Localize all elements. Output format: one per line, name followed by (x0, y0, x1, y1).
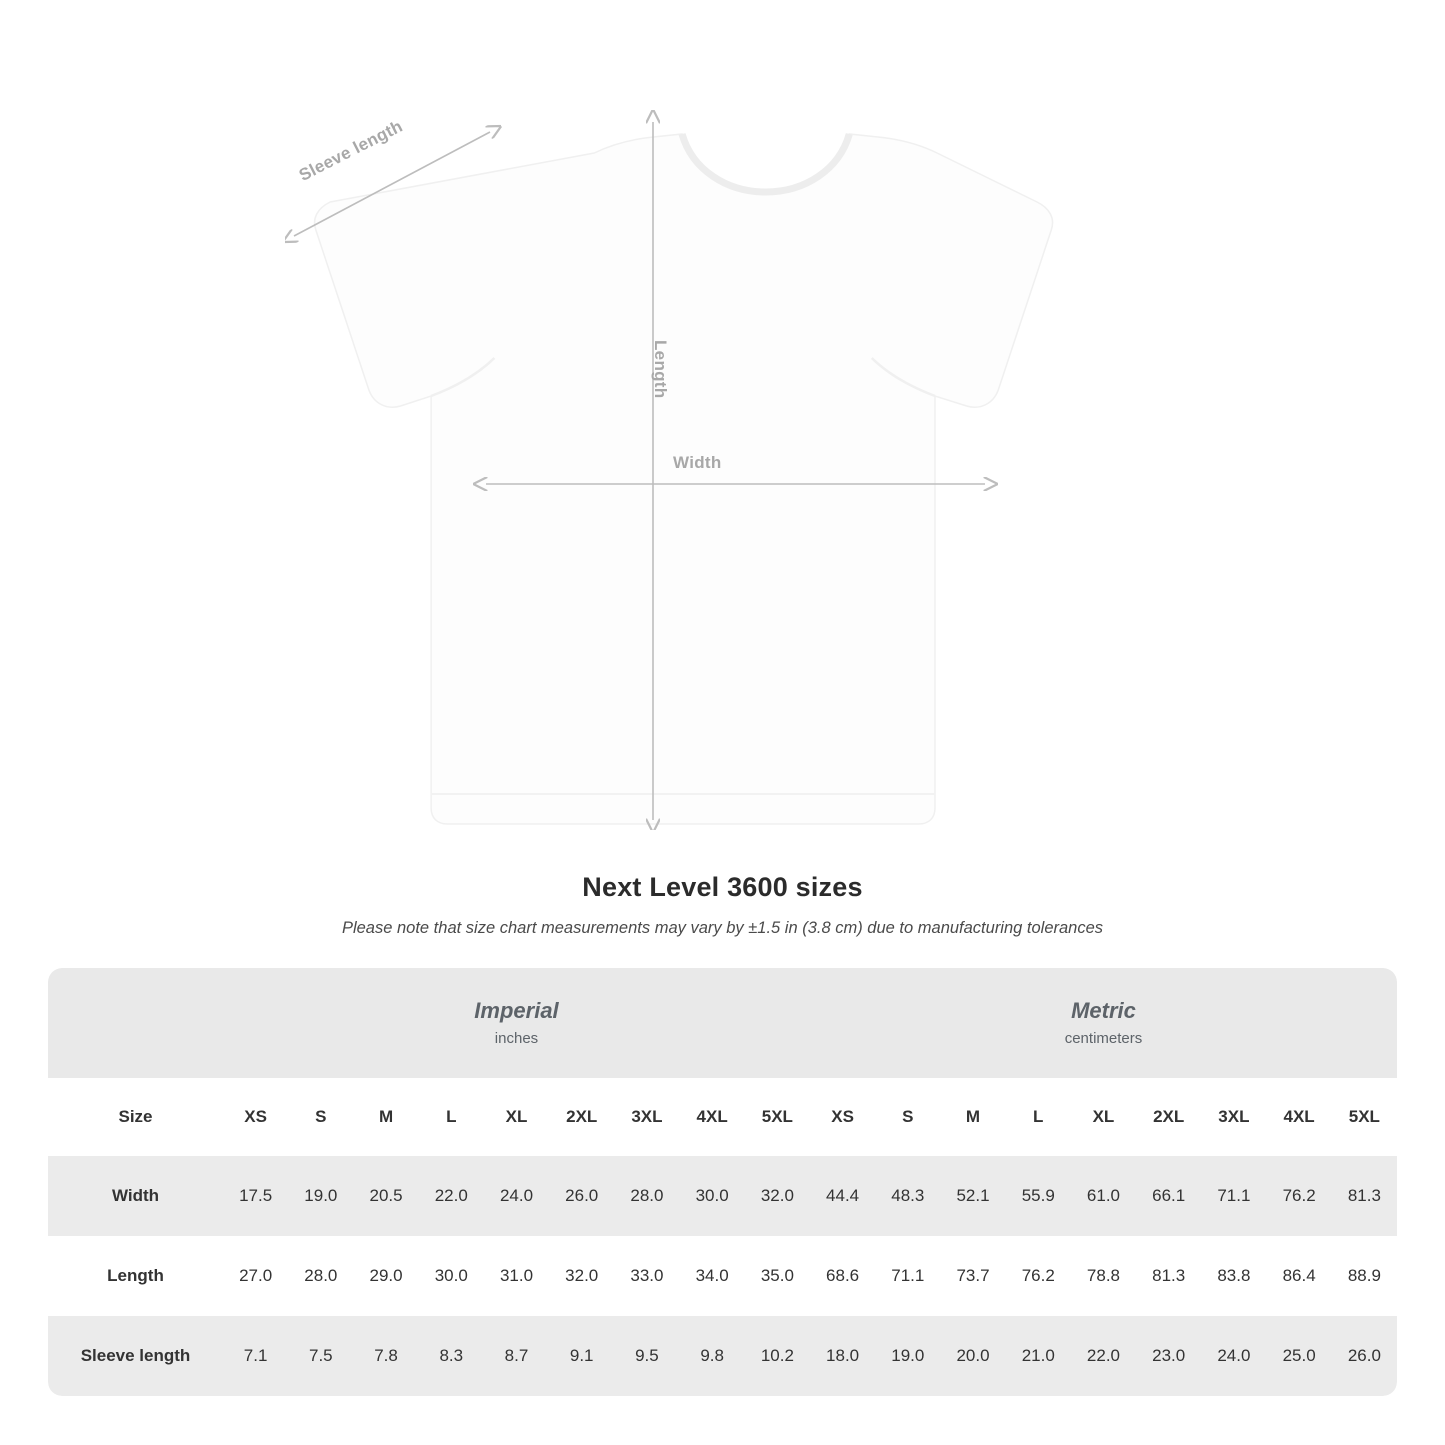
size-table-wrapper (48, 968, 1397, 1396)
table-row-width (48, 1156, 1397, 1236)
sleeve-5xl-in: 10.2 (745, 1316, 810, 1396)
sleeve-2xl-cm: 23.0 (1136, 1316, 1201, 1396)
width-4xl-cm: 76.2 (1267, 1156, 1332, 1236)
sleeve-m-in: 7.8 (353, 1316, 418, 1396)
tolerance-note: Please note that size chart measurements may vary by ±1.5 in (3.8 cm) due to manufacturing tolerances (341, 919, 1104, 937)
tshirt-icon (285, 110, 1165, 830)
size-header-cell: Size (48, 1078, 223, 1156)
length-xs-in: 27.0 (223, 1236, 288, 1316)
sleeve-xs-cm: 18.0 (810, 1316, 875, 1396)
width-l-in: 22.0 (419, 1156, 484, 1236)
length-label: Length (651, 340, 670, 399)
page-title: Next Level 3600 sizes (582, 872, 863, 902)
size-cell-4xl-metric: 4XL (1267, 1078, 1332, 1156)
row-label-sleeve-length: Sleeve length (48, 1316, 223, 1396)
width-l-cm: 55.9 (1006, 1156, 1071, 1236)
length-m-cm: 73.7 (940, 1236, 1005, 1316)
tshirt-diagram (285, 110, 1165, 830)
width-3xl-cm: 71.1 (1201, 1156, 1266, 1236)
length-s-cm: 71.1 (875, 1236, 940, 1316)
sleeve-3xl-in: 9.5 (614, 1316, 679, 1396)
size-cell-3xl-metric: 3XL (1201, 1078, 1266, 1156)
width-s-cm: 48.3 (875, 1156, 940, 1236)
size-cell-3xl-imperial: 3XL (614, 1078, 679, 1156)
size-cell-4xl-imperial: 4XL (680, 1078, 745, 1156)
metric-label: Metric (1071, 997, 1136, 1023)
length-l-cm: 76.2 (1006, 1236, 1071, 1316)
table-row-length (48, 1236, 1397, 1316)
width-m-in: 20.5 (353, 1156, 418, 1236)
sleeve-xl-in: 8.7 (484, 1316, 549, 1396)
width-xs-cm: 44.4 (810, 1156, 875, 1236)
sleeve-xl-cm: 22.0 (1071, 1316, 1136, 1396)
sleeve-l-cm: 21.0 (1006, 1316, 1071, 1396)
size-cell-s-imperial: S (288, 1078, 353, 1156)
size-cell-s-metric: S (875, 1078, 940, 1156)
size-cell-l-imperial: L (419, 1078, 484, 1156)
width-5xl-in: 32.0 (745, 1156, 810, 1236)
sleeve-m-cm: 20.0 (940, 1316, 1005, 1396)
size-table (48, 968, 1397, 1396)
width-3xl-in: 28.0 (614, 1156, 679, 1236)
size-header-row (48, 1078, 1397, 1156)
metric-group-header (810, 968, 1397, 1078)
unit-header-spacer (48, 968, 223, 1078)
imperial-label: Imperial (474, 997, 559, 1023)
sleeve-s-cm: 19.0 (875, 1316, 940, 1396)
length-5xl-cm: 88.9 (1332, 1236, 1397, 1316)
length-s-in: 28.0 (288, 1236, 353, 1316)
sleeve-length-label: Sleeve length (296, 116, 406, 185)
length-5xl-in: 35.0 (745, 1236, 810, 1316)
width-2xl-cm: 66.1 (1136, 1156, 1201, 1236)
size-cell-xs-metric: XS (810, 1078, 875, 1156)
length-xl-in: 31.0 (484, 1236, 549, 1316)
sleeve-5xl-cm: 26.0 (1332, 1316, 1397, 1396)
row-label-width: Width (48, 1156, 223, 1236)
unit-header-row (48, 968, 1397, 1078)
width-label: Width (673, 453, 722, 472)
width-xl-cm: 61.0 (1071, 1156, 1136, 1236)
length-2xl-in: 32.0 (549, 1236, 614, 1316)
width-xl-in: 24.0 (484, 1156, 549, 1236)
sleeve-3xl-cm: 24.0 (1201, 1316, 1266, 1396)
length-3xl-in: 33.0 (614, 1236, 679, 1316)
title-block (0, 872, 1445, 938)
length-4xl-cm: 86.4 (1267, 1236, 1332, 1316)
length-xl-cm: 78.8 (1071, 1236, 1136, 1316)
length-xs-cm: 68.6 (810, 1236, 875, 1316)
size-cell-m-imperial: M (353, 1078, 418, 1156)
width-2xl-in: 26.0 (549, 1156, 614, 1236)
length-m-in: 29.0 (353, 1236, 418, 1316)
length-2xl-cm: 81.3 (1136, 1236, 1201, 1316)
row-label-length: Length (48, 1236, 223, 1316)
sleeve-l-in: 8.3 (419, 1316, 484, 1396)
size-cell-2xl-imperial: 2XL (549, 1078, 614, 1156)
size-cell-xs-imperial: XS (223, 1078, 288, 1156)
size-cell-2xl-metric: 2XL (1136, 1078, 1201, 1156)
width-xs-in: 17.5 (223, 1156, 288, 1236)
size-cell-xl-imperial: XL (484, 1078, 549, 1156)
size-cell-l-metric: L (1006, 1078, 1071, 1156)
width-4xl-in: 30.0 (680, 1156, 745, 1236)
imperial-sub-label: inches (494, 1030, 539, 1048)
metric-sub-label: centimeters (1064, 1030, 1143, 1048)
size-cell-5xl-imperial: 5XL (745, 1078, 810, 1156)
width-s-in: 19.0 (288, 1156, 353, 1236)
size-cell-m-metric: M (940, 1078, 1005, 1156)
sleeve-4xl-cm: 25.0 (1267, 1316, 1332, 1396)
size-cell-xl-metric: XL (1071, 1078, 1136, 1156)
length-l-in: 30.0 (419, 1236, 484, 1316)
length-4xl-in: 34.0 (680, 1236, 745, 1316)
sleeve-2xl-in: 9.1 (549, 1316, 614, 1396)
size-cell-5xl-metric: 5XL (1332, 1078, 1397, 1156)
sleeve-4xl-in: 9.8 (680, 1316, 745, 1396)
table-row-sleeve-length (48, 1316, 1397, 1396)
imperial-group-header (223, 968, 810, 1078)
sleeve-xs-in: 7.1 (223, 1316, 288, 1396)
width-m-cm: 52.1 (940, 1156, 1005, 1236)
length-3xl-cm: 83.8 (1201, 1236, 1266, 1316)
sleeve-s-in: 7.5 (288, 1316, 353, 1396)
width-5xl-cm: 81.3 (1332, 1156, 1397, 1236)
